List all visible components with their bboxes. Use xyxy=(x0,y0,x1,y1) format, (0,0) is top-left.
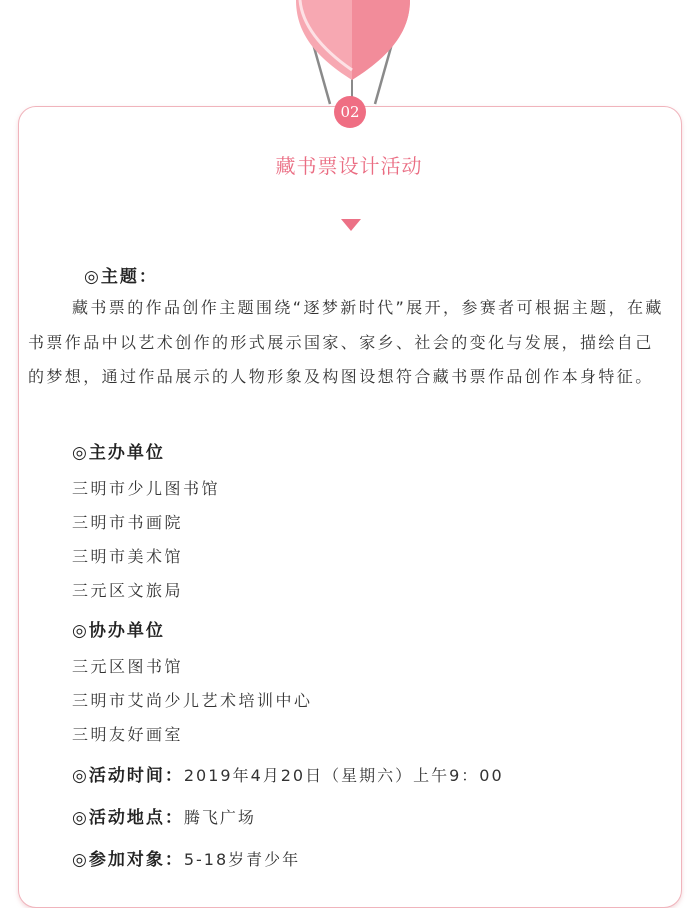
participants xyxy=(72,845,300,870)
participants-label: ◎参加对象： xyxy=(72,850,184,870)
activity-place xyxy=(72,803,256,828)
organizer-item: 三明市少儿图书馆 xyxy=(72,479,221,498)
activity-place-value: 腾飞广场 xyxy=(183,808,256,827)
co-organizer-item: 三明市艾尚少儿艺术培训中心 xyxy=(72,691,313,710)
theme-heading: ◎主题： xyxy=(84,267,158,287)
co-organizer-item: 三元区图书馆 xyxy=(72,657,184,676)
theme-paragraph: 藏书票的作品创作主题围绕“逐梦新时代”展开，参赛者可根据主题，在藏书票作品中以艺术创作的形式展示国家、家乡、社会的变化与发展，描绘自己的梦想，通过作品展示的人物形象及构图设想符合藏书票作品创作本身特征。 xyxy=(28,298,664,386)
organizers-heading: ◎主办单位 xyxy=(72,443,165,463)
participants-value: 5-18岁青少年 xyxy=(183,850,301,869)
section-number-badge: 02 xyxy=(334,96,366,128)
page-title: 藏书票设计活动 xyxy=(275,154,423,178)
co-organizers-heading: ◎协办单位 xyxy=(72,621,165,641)
activity-time-label: ◎活动时间： xyxy=(72,766,184,786)
activity-place-label: ◎活动地点： xyxy=(72,808,184,828)
organizer-item: 三元区文旅局 xyxy=(72,581,184,600)
organizer-item: 三明市书画院 xyxy=(72,513,184,532)
organizer-item: 三明市美术馆 xyxy=(72,547,184,566)
triangle-down-icon xyxy=(341,219,361,231)
activity-time-value: 2019年4月20日（星期六）上午9：00 xyxy=(183,766,504,785)
activity-time xyxy=(72,761,504,786)
co-organizer-item: 三明友好画室 xyxy=(72,725,184,744)
heart-balloon-illustration xyxy=(0,0,698,110)
